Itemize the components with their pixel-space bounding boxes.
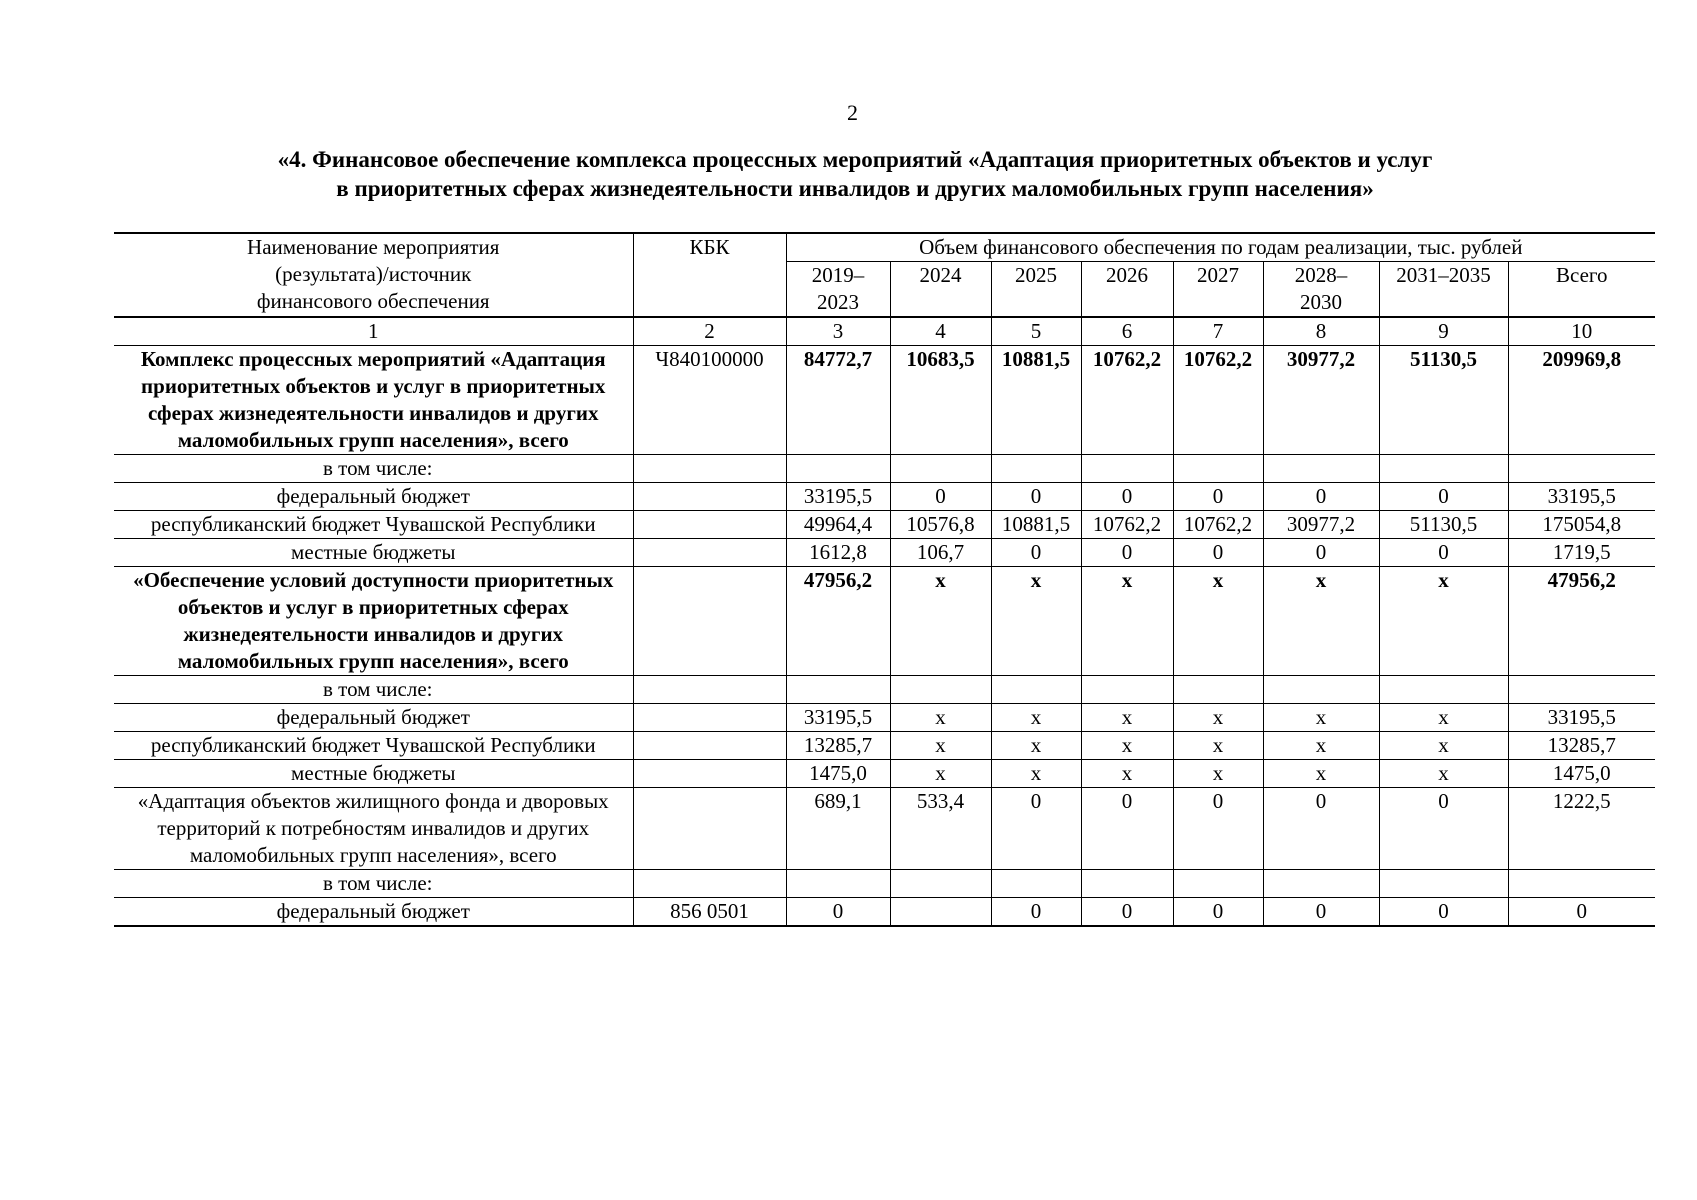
row-total-value: 33195,5	[1508, 483, 1655, 511]
row-value: 0	[1173, 539, 1263, 567]
row-total-value: 33195,5	[1508, 704, 1655, 732]
row-kbk	[633, 870, 786, 898]
table-row	[114, 704, 1655, 732]
row-value: 10762,2	[1173, 346, 1263, 455]
row-value: х	[1263, 760, 1379, 788]
row-value: 533,4	[890, 788, 991, 870]
row-name: федеральный бюджет	[114, 898, 633, 927]
financing-table	[114, 232, 1655, 927]
row-value	[890, 898, 991, 927]
column-number: 2	[633, 317, 786, 346]
row-value: 0	[1173, 483, 1263, 511]
row-value: 0	[1081, 788, 1173, 870]
row-value: 10576,8	[890, 511, 991, 539]
row-kbk	[633, 760, 786, 788]
row-value: 0	[1081, 539, 1173, 567]
row-total-value: 209969,8	[1508, 346, 1655, 455]
row-value: 33195,5	[786, 483, 890, 511]
row-value	[890, 455, 991, 483]
row-value: 1475,0	[786, 760, 890, 788]
row-value	[1173, 455, 1263, 483]
row-value	[1379, 455, 1508, 483]
row-value	[991, 455, 1081, 483]
row-value: 10881,5	[991, 346, 1081, 455]
row-total-value: 1222,5	[1508, 788, 1655, 870]
row-value	[786, 870, 890, 898]
row-kbk: Ч840100000	[633, 346, 786, 455]
row-total-value: 0	[1508, 898, 1655, 927]
header-row	[114, 233, 1655, 262]
row-name: в том числе:	[114, 455, 633, 483]
row-value: х	[1173, 704, 1263, 732]
row-value: 0	[1379, 788, 1508, 870]
row-value: х	[890, 732, 991, 760]
row-value: 13285,7	[786, 732, 890, 760]
header-name-line: Наименование мероприятия	[247, 235, 500, 259]
row-value: х	[991, 760, 1081, 788]
row-value	[786, 676, 890, 704]
column-number: 1	[114, 317, 633, 346]
row-kbk	[633, 704, 786, 732]
header-year: 2027	[1173, 262, 1263, 318]
row-value: 0	[786, 898, 890, 927]
header-volume: Объем финансового обеспечения по годам реализации, тыс. рублей	[786, 233, 1655, 262]
row-value: х	[991, 732, 1081, 760]
table-row	[114, 567, 1655, 676]
document-title	[170, 145, 1540, 203]
header-year: 2031–2035	[1379, 262, 1508, 318]
row-kbk	[633, 788, 786, 870]
page-number: 2	[847, 100, 858, 125]
row-value: х	[1263, 704, 1379, 732]
row-name: федеральный бюджет	[114, 704, 633, 732]
row-value	[890, 870, 991, 898]
column-number: 4	[890, 317, 991, 346]
row-value	[1081, 870, 1173, 898]
table-row	[114, 898, 1655, 927]
row-value: х	[1081, 760, 1173, 788]
header-year	[1263, 262, 1379, 318]
row-name: Комплекс процессных мероприятий «Адаптация приоритетных объектов и услуг в приоритетных сферах жизнедеятельности инвалидов и других маломобильных групп населения», всего	[114, 346, 633, 455]
row-value: х	[1379, 704, 1508, 732]
row-value: 0	[1379, 539, 1508, 567]
row-name: федеральный бюджет	[114, 483, 633, 511]
row-total-value	[1508, 455, 1655, 483]
row-value: 0	[1263, 788, 1379, 870]
table-row	[114, 511, 1655, 539]
row-value	[1379, 676, 1508, 704]
row-value: 0	[1379, 483, 1508, 511]
row-value	[1173, 870, 1263, 898]
row-value	[890, 676, 991, 704]
table-row	[114, 346, 1655, 455]
column-number: 3	[786, 317, 890, 346]
row-value: 51130,5	[1379, 346, 1508, 455]
row-value: 0	[1263, 898, 1379, 927]
row-value: 0	[1173, 898, 1263, 927]
row-value: 0	[991, 898, 1081, 927]
title-line-2: в приоритетных сферах жизнедеятельности инвалидов и других маломобильных групп населения»	[336, 176, 1374, 201]
column-number: 9	[1379, 317, 1508, 346]
row-value: х	[1263, 567, 1379, 676]
row-value: 689,1	[786, 788, 890, 870]
row-value: 0	[1081, 483, 1173, 511]
row-total-value	[1508, 676, 1655, 704]
row-value: х	[890, 567, 991, 676]
row-total-value: 175054,8	[1508, 511, 1655, 539]
row-value: 0	[991, 788, 1081, 870]
row-kbk	[633, 511, 786, 539]
header-kbk-column: КБК	[633, 233, 786, 317]
row-value: х	[991, 567, 1081, 676]
row-value	[1081, 676, 1173, 704]
row-value: х	[1379, 732, 1508, 760]
row-name: республиканский бюджет Чувашской Республики	[114, 511, 633, 539]
row-value	[1263, 870, 1379, 898]
row-value	[991, 870, 1081, 898]
header-year-line: 2028–	[1294, 263, 1348, 287]
row-value	[991, 676, 1081, 704]
row-name: в том числе:	[114, 676, 633, 704]
table-row	[114, 732, 1655, 760]
row-name: «Обеспечение условий доступности приоритетных объектов и услуг в приоритетных сферах жизнедеятельности инвалидов и других маломобильных групп населения», всего	[114, 567, 633, 676]
header-year: 2024	[890, 262, 991, 318]
column-number: 7	[1173, 317, 1263, 346]
row-kbk: 856 0501	[633, 898, 786, 927]
row-value	[1263, 676, 1379, 704]
table-row	[114, 676, 1655, 704]
header-name-line: (результата)/источник	[275, 262, 472, 286]
row-value: 10762,2	[1081, 346, 1173, 455]
row-value: 0	[890, 483, 991, 511]
row-value: х	[1173, 567, 1263, 676]
row-value: х	[1081, 567, 1173, 676]
row-total-value: 1475,0	[1508, 760, 1655, 788]
row-value: х	[1379, 760, 1508, 788]
row-value: 10762,2	[1081, 511, 1173, 539]
table-row	[114, 760, 1655, 788]
row-name: «Адаптация объектов жилищного фонда и дворовых территорий к потребностям инвалидов и других маломобильных групп населения», всего	[114, 788, 633, 870]
header-total: Всего	[1508, 262, 1655, 318]
header-name-line: финансового обеспечения	[256, 289, 490, 313]
row-value: 0	[1081, 898, 1173, 927]
row-value: 33195,5	[786, 704, 890, 732]
row-value: х	[1379, 567, 1508, 676]
row-value	[1379, 870, 1508, 898]
header-year: 2025	[991, 262, 1081, 318]
row-name: местные бюджеты	[114, 539, 633, 567]
row-value: 30977,2	[1263, 511, 1379, 539]
row-total-value: 13285,7	[1508, 732, 1655, 760]
row-value: 10762,2	[1173, 511, 1263, 539]
row-value: 0	[991, 539, 1081, 567]
row-value: х	[1081, 732, 1173, 760]
row-total-value: 47956,2	[1508, 567, 1655, 676]
row-value: х	[890, 760, 991, 788]
row-kbk	[633, 567, 786, 676]
row-kbk	[633, 483, 786, 511]
row-total-value	[1508, 870, 1655, 898]
row-value: х	[1173, 760, 1263, 788]
row-kbk	[633, 455, 786, 483]
column-number-row	[114, 317, 1655, 346]
column-number: 5	[991, 317, 1081, 346]
row-value: х	[1173, 732, 1263, 760]
row-value: 0	[991, 483, 1081, 511]
row-kbk	[633, 676, 786, 704]
table-row	[114, 788, 1655, 870]
column-number: 8	[1263, 317, 1379, 346]
row-value: х	[1263, 732, 1379, 760]
title-line-1: «4. Финансовое обеспечение комплекса процессных мероприятий «Адаптация приоритетных объектов и услуг	[277, 147, 1433, 172]
row-kbk	[633, 732, 786, 760]
row-value: 49964,4	[786, 511, 890, 539]
row-total-value: 1719,5	[1508, 539, 1655, 567]
row-value: 10683,5	[890, 346, 991, 455]
row-value: х	[1081, 704, 1173, 732]
header-year-line: 2030	[1300, 290, 1342, 314]
row-value: 84772,7	[786, 346, 890, 455]
row-value: 10881,5	[991, 511, 1081, 539]
table-row	[114, 870, 1655, 898]
row-value: 0	[1379, 898, 1508, 927]
row-value: 51130,5	[1379, 511, 1508, 539]
row-value: 0	[1263, 539, 1379, 567]
header-year: 2026	[1081, 262, 1173, 318]
header-year-line: 2023	[817, 290, 859, 314]
row-value: х	[991, 704, 1081, 732]
row-kbk	[633, 539, 786, 567]
row-value: 0	[1263, 483, 1379, 511]
row-value: 30977,2	[1263, 346, 1379, 455]
row-value: 106,7	[890, 539, 991, 567]
row-value: х	[890, 704, 991, 732]
table-row	[114, 539, 1655, 567]
row-value	[1263, 455, 1379, 483]
row-value: 0	[1173, 788, 1263, 870]
row-value	[786, 455, 890, 483]
row-value	[1081, 455, 1173, 483]
header-name-column	[114, 233, 633, 317]
row-name: в том числе:	[114, 870, 633, 898]
row-value: 47956,2	[786, 567, 890, 676]
header-year	[786, 262, 890, 318]
column-number: 10	[1508, 317, 1655, 346]
row-name: местные бюджеты	[114, 760, 633, 788]
row-value: 1612,8	[786, 539, 890, 567]
table-row	[114, 483, 1655, 511]
column-number: 6	[1081, 317, 1173, 346]
row-value	[1173, 676, 1263, 704]
row-name: республиканский бюджет Чувашской Республики	[114, 732, 633, 760]
table-row	[114, 455, 1655, 483]
header-year-line: 2019–	[811, 263, 865, 287]
